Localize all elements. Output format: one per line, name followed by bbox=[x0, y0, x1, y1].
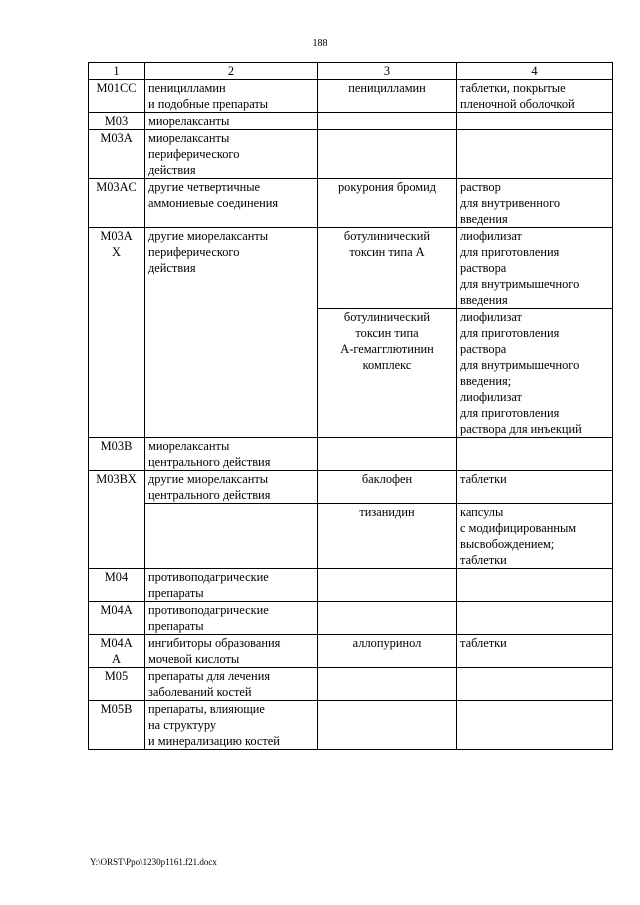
column-header: 3 bbox=[318, 63, 457, 80]
anatomical-group: миорелаксанты bbox=[145, 113, 318, 130]
drug-name: ботулинический токсин типа А-гемагглютинин комплекс bbox=[318, 309, 457, 438]
drug-name bbox=[318, 569, 457, 602]
drug-name bbox=[318, 130, 457, 179]
dosage-form bbox=[457, 668, 613, 701]
dosage-form bbox=[457, 113, 613, 130]
dosage-form bbox=[457, 701, 613, 750]
atc-code: M03 bbox=[89, 113, 145, 130]
atc-code: M03BX bbox=[89, 471, 145, 569]
table-row bbox=[89, 113, 613, 130]
anatomical-group: миорелаксанты центрального действия bbox=[145, 438, 318, 471]
table-row bbox=[89, 228, 613, 309]
drug-name bbox=[318, 701, 457, 750]
anatomical-group: другие четвертичные аммониевые соединения bbox=[145, 179, 318, 228]
anatomical-group: другие миорелаксанты периферического действия bbox=[145, 228, 318, 438]
table-row bbox=[89, 635, 613, 668]
atc-code: M03A bbox=[89, 130, 145, 179]
anatomical-group bbox=[145, 504, 318, 569]
column-header: 4 bbox=[457, 63, 613, 80]
anatomical-group: ингибиторы образования мочевой кислоты bbox=[145, 635, 318, 668]
drug-name: пеницилламин bbox=[318, 80, 457, 113]
atc-code: M05B bbox=[89, 701, 145, 750]
footer-file-path: Y:\ORST\Ppo\1230p1161.f21.docx bbox=[90, 857, 217, 867]
drug-name: аллопуринол bbox=[318, 635, 457, 668]
anatomical-group: препараты, влияющие на структуру и минерализацию костей bbox=[145, 701, 318, 750]
drug-name: тизанидин bbox=[318, 504, 457, 569]
table-header-row bbox=[89, 63, 613, 80]
drug-name bbox=[318, 668, 457, 701]
atc-code: M03AC bbox=[89, 179, 145, 228]
drug-name bbox=[318, 113, 457, 130]
drug-name: рокурония бромид bbox=[318, 179, 457, 228]
anatomical-group: миорелаксанты периферического действия bbox=[145, 130, 318, 179]
column-header: 1 bbox=[89, 63, 145, 80]
atc-code: M05 bbox=[89, 668, 145, 701]
table-row bbox=[89, 701, 613, 750]
atc-code: M03B bbox=[89, 438, 145, 471]
dosage-form: капсулы с модифицированным высвобождением; таблетки bbox=[457, 504, 613, 569]
table-row bbox=[89, 471, 613, 504]
dosage-form bbox=[457, 569, 613, 602]
dosage-form bbox=[457, 602, 613, 635]
anatomical-group: противоподагрические препараты bbox=[145, 569, 318, 602]
table-row bbox=[89, 438, 613, 471]
anatomical-group: препараты для лечения заболеваний костей bbox=[145, 668, 318, 701]
atc-code: M01CC bbox=[89, 80, 145, 113]
atc-code: M03A X bbox=[89, 228, 145, 438]
dosage-form bbox=[457, 130, 613, 179]
atc-code: M04 bbox=[89, 569, 145, 602]
table-row bbox=[89, 668, 613, 701]
table-row bbox=[89, 130, 613, 179]
table-row bbox=[89, 504, 613, 569]
dosage-form: таблетки bbox=[457, 471, 613, 504]
table-row bbox=[89, 569, 613, 602]
drug-table bbox=[88, 62, 613, 750]
table-row bbox=[89, 80, 613, 113]
dosage-form: лиофилизат для приготовления раствора для внутримышечного введения bbox=[457, 228, 613, 309]
dosage-form: таблетки bbox=[457, 635, 613, 668]
table-row bbox=[89, 602, 613, 635]
dosage-form: таблетки, покрытые пленочной оболочкой bbox=[457, 80, 613, 113]
drug-name: баклофен bbox=[318, 471, 457, 504]
anatomical-group: другие миорелаксанты центрального действия bbox=[145, 471, 318, 504]
drug-name bbox=[318, 602, 457, 635]
dosage-form bbox=[457, 438, 613, 471]
anatomical-group: противоподагрические препараты bbox=[145, 602, 318, 635]
anatomical-group: пеницилламин и подобные препараты bbox=[145, 80, 318, 113]
atc-code: M04A bbox=[89, 602, 145, 635]
dosage-form: лиофилизат для приготовления раствора для внутримышечного введения; лиофилизат для приготовления раствора для инъекций bbox=[457, 309, 613, 438]
dosage-form: раствор для внутривенного введения bbox=[457, 179, 613, 228]
atc-code: M04A A bbox=[89, 635, 145, 668]
drug-name bbox=[318, 438, 457, 471]
table-row bbox=[89, 179, 613, 228]
page-number: 188 bbox=[312, 38, 328, 49]
drug-name: ботулинический токсин типа А bbox=[318, 228, 457, 309]
column-header: 2 bbox=[145, 63, 318, 80]
